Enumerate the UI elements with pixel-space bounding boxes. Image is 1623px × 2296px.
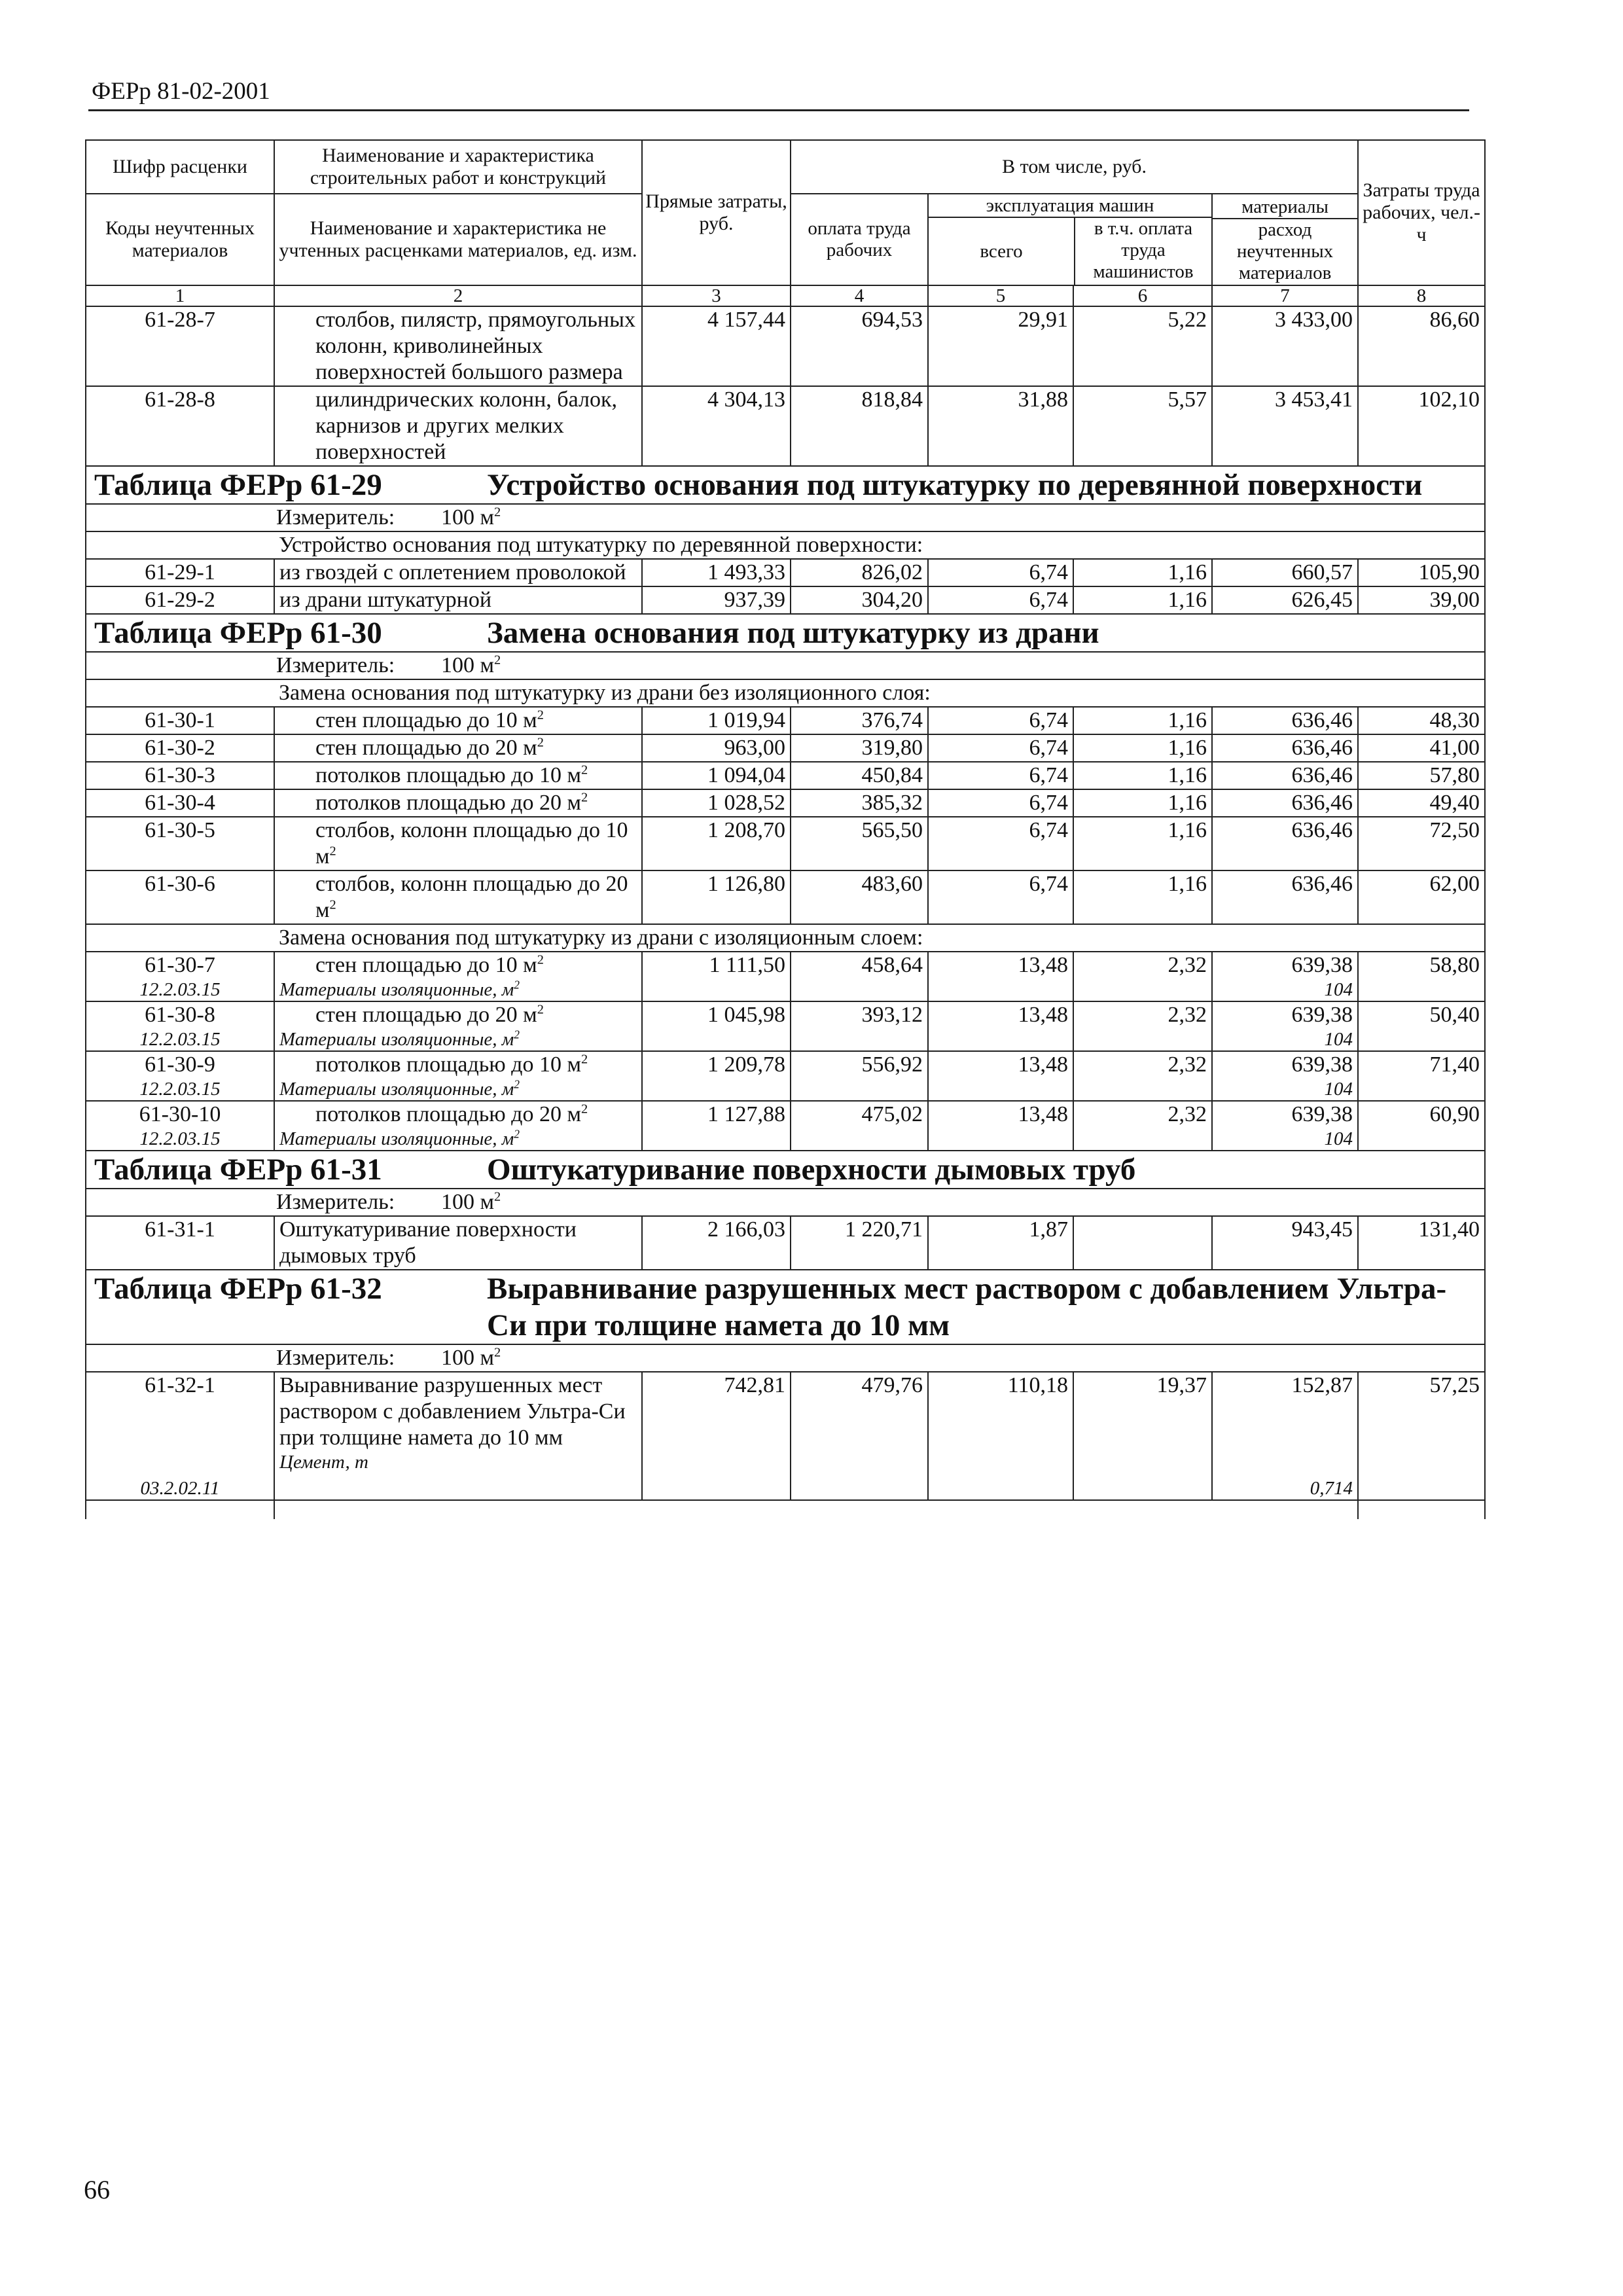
machinist-pay: 2,32 (1073, 1051, 1212, 1101)
table-title (86, 614, 1485, 652)
labor-hours: 39,00 (1358, 586, 1485, 614)
rate-code: 61-30-1 (86, 707, 274, 734)
machine-total: 6,74 (928, 559, 1073, 586)
section-row (86, 924, 1485, 952)
labor-pay: 483,60 (791, 870, 928, 924)
table-name: Устройство основания под штукатурку по деревянной поверхности (487, 468, 1423, 502)
direct-costs: 1 045,98 (642, 1001, 791, 1051)
materials: 3 453,41 (1212, 386, 1358, 466)
uncounted-codes-header: Коды неучтенных материалов (86, 194, 274, 285)
materials: 636,46 (1212, 734, 1358, 762)
machine-total: 6,74 (928, 870, 1073, 924)
work-name: стен площадью до 10 $м^2$ Материалы изоляционные, $м^2$ (274, 952, 642, 1001)
labor-hours: 57,80 (1358, 762, 1485, 789)
measure-sup: 2 (494, 1189, 501, 1204)
table-name: Замена основания под штукатурку из драни (487, 616, 1099, 650)
col-number: 5 (928, 285, 1073, 306)
measure-value: 100 м (441, 653, 495, 677)
materials: 636,46 (1212, 707, 1358, 734)
price-table (85, 139, 1486, 1519)
materials: 943,45 (1212, 1216, 1358, 1270)
rate-code: 61-32-1 03.2.02.11 (86, 1372, 274, 1500)
column-numbers-row (86, 285, 1485, 306)
material-qty: 104 (1324, 1029, 1353, 1050)
name-header: Наименование и характеристика строительных работ и конструкций (274, 140, 642, 194)
uncounted-materials-label: расход неучтенных материалов (1236, 219, 1334, 283)
rate-code: 61-31-1 (86, 1216, 274, 1270)
measure-value: 100 м (441, 1346, 495, 1370)
table-row (86, 306, 1485, 386)
materials-header (1212, 194, 1358, 285)
measure-sup: 2 (494, 1345, 501, 1360)
machine-total: 110,18 (928, 1372, 1073, 1500)
materials: 639,38 104 (1212, 1001, 1358, 1051)
measure-sup: 2 (494, 505, 501, 520)
labor-hours: 105,90 (1358, 559, 1485, 586)
direct-costs-header: Прямые затраты, руб. (642, 140, 791, 285)
machine-total: 6,74 (928, 734, 1073, 762)
labor-pay-header: оплата труда рабочих (791, 194, 928, 285)
direct-costs: 1 209,78 (642, 1051, 791, 1101)
table-row (86, 1001, 1485, 1051)
section-title: Устройство основания под штукатурку по деревянной поверхности: (274, 531, 1485, 559)
material-code: 12.2.03.15 (139, 979, 221, 1000)
materials: 660,57 (1212, 559, 1358, 586)
machine-total: 13,48 (928, 1001, 1073, 1051)
labor-pay: 1 220,71 (791, 1216, 928, 1270)
direct-costs: 963,00 (642, 734, 791, 762)
labor-pay: 458,64 (791, 952, 928, 1001)
materials: 639,38 104 (1212, 952, 1358, 1001)
direct-costs: 1 028,52 (642, 789, 791, 817)
table-title-row (86, 1151, 1485, 1189)
labor-hours: 71,40 (1358, 1051, 1485, 1101)
machinist-pay: 1,16 (1073, 762, 1212, 789)
measure-label: Измеритель: (276, 653, 395, 677)
measure-row (86, 652, 1485, 679)
labor-pay: 450,84 (791, 762, 928, 789)
table-row (86, 1101, 1485, 1151)
direct-costs: 1 127,88 (642, 1101, 791, 1151)
table-row (86, 734, 1485, 762)
measure-label: Измеритель: (276, 505, 395, 529)
material-code: 03.2.02.11 (140, 1478, 220, 1499)
labor-pay: 304,20 (791, 586, 928, 614)
col-number: 1 (86, 285, 274, 306)
machinist-pay: 19,37 (1073, 1372, 1212, 1500)
table-number: Таблица ФЕРр 61-32 (94, 1272, 382, 1306)
machine-total: 13,48 (928, 1101, 1073, 1151)
rate-code: 61-28-7 (86, 306, 274, 386)
labor-pay: 479,76 (791, 1372, 928, 1500)
direct-costs: 742,81 (642, 1372, 791, 1500)
material-qty: 104 (1324, 1128, 1353, 1149)
direct-costs: 1 126,80 (642, 870, 791, 924)
col-number: 3 (642, 285, 791, 306)
direct-costs: 2 166,03 (642, 1216, 791, 1270)
materials: 639,38 104 (1212, 1051, 1358, 1101)
machine-total-label: всего (929, 218, 1075, 285)
work-name: Оштукатуривание поверхности дымовых труб (274, 1216, 642, 1270)
section-title: Замена основания под штукатурку из драни с изоляционным слоем: (274, 924, 1485, 952)
material-name: Материалы изоляционные, $м^2$ (279, 1127, 520, 1149)
direct-costs: 1 111,50 (642, 952, 791, 1001)
rate-code: 61-29-1 (86, 559, 274, 586)
material-name: Цемент, т (279, 1452, 368, 1473)
table-row (86, 1216, 1485, 1270)
including-header: В том числе, руб. (791, 140, 1358, 194)
rate-code: 61-30-5 (86, 817, 274, 870)
machinist-pay: 1,16 (1073, 707, 1212, 734)
uncounted-name-header: Наименование и характеристика не учтенных расценками материалов, ед. изм. (274, 194, 642, 285)
table-title (86, 466, 1485, 504)
machinist-pay: 2,32 (1073, 1101, 1212, 1151)
measure-unit (86, 652, 1485, 679)
rate-code: 61-30-4 (86, 789, 274, 817)
work-name: потолков площадью до 10 $м^2$ (274, 762, 642, 789)
direct-costs: 1 493,33 (642, 559, 791, 586)
table-bottom-stub (86, 1500, 1485, 1519)
rate-code: 61-30-3 (86, 762, 274, 789)
measure-row (86, 1189, 1485, 1216)
materials: 626,45 (1212, 586, 1358, 614)
rate-code: 61-30-8 12.2.03.15 (86, 1001, 274, 1051)
machine-total: 6,74 (928, 817, 1073, 870)
labor-hours: 131,40 (1358, 1216, 1485, 1270)
labor-pay: 475,02 (791, 1101, 928, 1151)
table-title (86, 1270, 1485, 1344)
work-name: стен площадью до 10 $м^2$ (274, 707, 642, 734)
rate-code: 61-30-2 (86, 734, 274, 762)
table-header-row (86, 140, 1485, 194)
table-row (86, 1051, 1485, 1101)
table-row (86, 952, 1485, 1001)
rate-code: 61-30-7 12.2.03.15 (86, 952, 274, 1001)
rate-code: 61-30-6 (86, 870, 274, 924)
table-title-row (86, 466, 1485, 504)
material-name: Материалы изоляционные, $м^2$ (279, 1077, 520, 1100)
table-row (86, 817, 1485, 870)
table-name: Выравнивание разрушенных мест раствором с добавлением Ультра-Си при толщине намета до 10 мм (487, 1272, 1447, 1342)
table-row (86, 870, 1485, 924)
labor-hours: 41,00 (1358, 734, 1485, 762)
document-header: ФЕРр 81-02-2001 (92, 78, 270, 105)
materials: 636,46 (1212, 762, 1358, 789)
labor-costs-header: Затраты труда рабочих, чел.-ч (1358, 140, 1485, 285)
direct-costs: 1 094,04 (642, 762, 791, 789)
code-header: Шифр расценки (86, 140, 274, 194)
section-row (86, 531, 1485, 559)
table-row (86, 559, 1485, 586)
machine-total: 1,87 (928, 1216, 1073, 1270)
machinist-pay: 1,16 (1073, 817, 1212, 870)
direct-costs: 1 019,94 (642, 707, 791, 734)
machinist-pay (1073, 1216, 1212, 1270)
labor-pay: 376,74 (791, 707, 928, 734)
labor-pay: 826,02 (791, 559, 928, 586)
materials: 636,46 (1212, 789, 1358, 817)
machine-total: 29,91 (928, 306, 1073, 386)
rate-code: 61-30-10 12.2.03.15 (86, 1101, 274, 1151)
material-qty: 104 (1324, 1079, 1353, 1100)
work-name: Выравнивание разрушенных мест раствором с добавлением Ультра-Си при толщине намета до 10 мм Цемент, т (274, 1372, 642, 1500)
machine-total: 6,74 (928, 707, 1073, 734)
machinist-pay: 5,22 (1073, 306, 1212, 386)
measure-unit (86, 504, 1485, 531)
labor-pay: 319,80 (791, 734, 928, 762)
col-number: 8 (1358, 285, 1485, 306)
materials: 636,46 (1212, 817, 1358, 870)
machinist-pay: 1,16 (1073, 870, 1212, 924)
labor-pay: 818,84 (791, 386, 928, 466)
labor-pay: 385,32 (791, 789, 928, 817)
machine-total: 31,88 (928, 386, 1073, 466)
material-name: Материалы изоляционные, $м^2$ (279, 978, 520, 1000)
work-name: потолков площадью до 10 $м^2$ Материалы изоляционные, $м^2$ (274, 1051, 642, 1101)
machinist-pay: 1,16 (1073, 789, 1212, 817)
measure-value: 100 м (441, 1190, 495, 1214)
table-number: Таблица ФЕРр 61-29 (94, 468, 382, 502)
measure-row (86, 504, 1485, 531)
machine-total: 13,48 (928, 1051, 1073, 1101)
material-code: 12.2.03.15 (139, 1079, 221, 1100)
machinist-pay: 2,32 (1073, 952, 1212, 1001)
machine-operation-header (928, 194, 1212, 285)
table-title (86, 1151, 1485, 1189)
labor-hours: 49,40 (1358, 789, 1485, 817)
work-name: потолков площадью до 20 $м^2$ (274, 789, 642, 817)
work-name: стен площадью до 20 $м^2$ (274, 734, 642, 762)
labor-hours: 72,50 (1358, 817, 1485, 870)
labor-hours: 50,40 (1358, 1001, 1485, 1051)
measure-row (86, 1344, 1485, 1372)
machinist-pay: 5,57 (1073, 386, 1212, 466)
direct-costs: 1 208,70 (642, 817, 791, 870)
table-title-row (86, 1270, 1485, 1344)
col-number: 6 (1073, 285, 1212, 306)
work-name: потолков площадью до 20 $м^2$ Материалы изоляционные, $м^2$ (274, 1101, 642, 1151)
machinist-pay: 1,16 (1073, 734, 1212, 762)
work-name: столбов, колонн площадью до 20 $м^2$ (274, 870, 642, 924)
measure-label: Измеритель: (276, 1190, 395, 1214)
materials: 636,46 (1212, 870, 1358, 924)
labor-hours: 57,25 (1358, 1372, 1485, 1500)
machine-total: 6,74 (928, 586, 1073, 614)
table-number: Таблица ФЕРр 61-31 (94, 1153, 382, 1187)
labor-pay: 565,50 (791, 817, 928, 870)
material-name: Материалы изоляционные, $м^2$ (279, 1028, 520, 1050)
machine-total: 6,74 (928, 762, 1073, 789)
direct-costs: 4 304,13 (642, 386, 791, 466)
col-number: 2 (274, 285, 642, 306)
measure-unit (86, 1189, 1485, 1216)
machine-operation-label: эксплуатация машин (929, 194, 1211, 218)
table-name: Оштукатуривание поверхности дымовых труб (487, 1153, 1136, 1187)
labor-hours: 102,10 (1358, 386, 1485, 466)
section-title: Замена основания под штукатурку из драни без изоляционного слоя: (274, 679, 1485, 707)
material-code: 12.2.03.15 (139, 1128, 221, 1149)
machinist-pay: 1,16 (1073, 559, 1212, 586)
machine-total: 6,74 (928, 789, 1073, 817)
measure-unit (86, 1344, 1485, 1372)
rate-code: 61-30-9 12.2.03.15 (86, 1051, 274, 1101)
labor-pay: 694,53 (791, 306, 928, 386)
labor-hours: 48,30 (1358, 707, 1485, 734)
page-number: 66 (84, 2175, 110, 2204)
materials: 3 433,00 (1212, 306, 1358, 386)
materials: 639,38 104 (1212, 1101, 1358, 1151)
col-number: 4 (791, 285, 928, 306)
table-row (86, 386, 1485, 466)
measure-sup: 2 (494, 653, 501, 668)
measure-label: Измеритель: (276, 1346, 395, 1370)
table-number: Таблица ФЕРр 61-30 (94, 616, 382, 650)
material-qty: 104 (1324, 979, 1353, 1000)
direct-costs: 4 157,44 (642, 306, 791, 386)
table-row (86, 789, 1485, 817)
materials-label: материалы (1213, 196, 1357, 219)
work-name: из гвоздей с оплетением проволокой (274, 559, 642, 586)
material-code: 12.2.03.15 (139, 1029, 221, 1050)
rate-code: 61-29-2 (86, 586, 274, 614)
labor-pay: 393,12 (791, 1001, 928, 1051)
work-name: цилиндрических колонн, балок, карнизов и других мелких поверхностей (274, 386, 642, 466)
work-name: столбов, колонн площадью до 10 $м^2$ (274, 817, 642, 870)
header-rule (88, 109, 1469, 111)
table-title-row (86, 614, 1485, 652)
labor-hours: 60,90 (1358, 1101, 1485, 1151)
materials: 152,87 0,714 (1212, 1372, 1358, 1500)
table-row (86, 762, 1485, 789)
work-name: столбов, пилястр, прямоугольных колонн, криволинейных поверхностей большого размера (274, 306, 642, 386)
work-name: стен площадью до 20 $м^2$ Материалы изоляционные, $м^2$ (274, 1001, 642, 1051)
machinist-pay: 2,32 (1073, 1001, 1212, 1051)
rate-code: 61-28-8 (86, 386, 274, 466)
labor-hours: 86,60 (1358, 306, 1485, 386)
section-row (86, 679, 1485, 707)
machine-total: 13,48 (928, 952, 1073, 1001)
col-number: 7 (1212, 285, 1358, 306)
table-row (86, 707, 1485, 734)
machinist-pay: 1,16 (1073, 586, 1212, 614)
measure-value: 100 м (441, 505, 495, 529)
direct-costs: 937,39 (642, 586, 791, 614)
material-qty: 0,714 (1310, 1478, 1353, 1499)
table-row (86, 1372, 1485, 1500)
labor-pay: 556,92 (791, 1051, 928, 1101)
table-row (86, 586, 1485, 614)
labor-hours: 58,80 (1358, 952, 1485, 1001)
machinist-pay-label: в т.ч. оплата труда машинистов (1093, 218, 1194, 282)
work-name: из драни штукатурной (274, 586, 642, 614)
labor-hours: 62,00 (1358, 870, 1485, 924)
